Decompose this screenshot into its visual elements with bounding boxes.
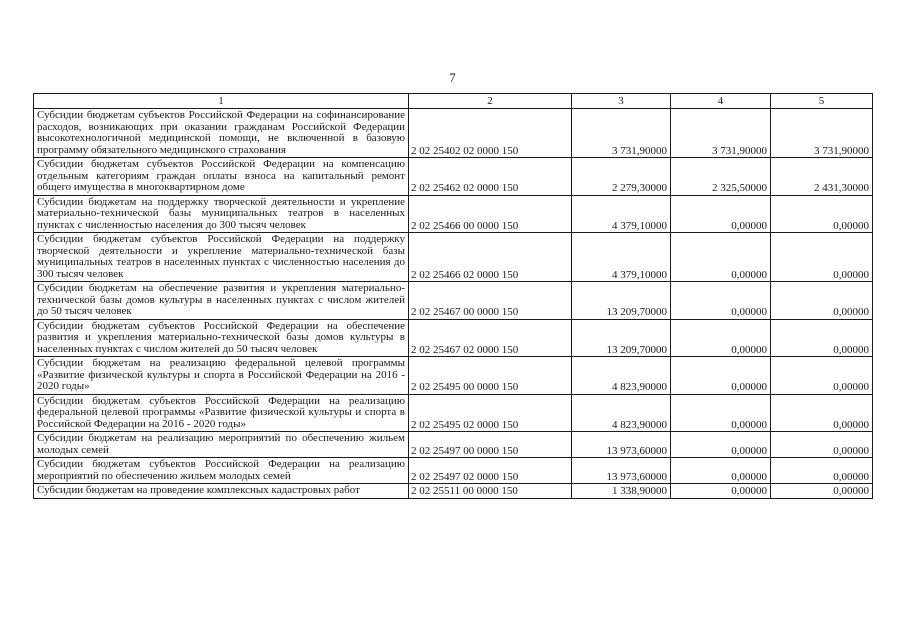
table-row	[34, 458, 873, 484]
row-budget-code: 2 02 25402 02 0000 150	[409, 109, 572, 158]
row-value-col5: 0,00000	[771, 432, 873, 458]
row-value-col5: 0,00000	[771, 357, 873, 395]
header-row	[34, 94, 873, 109]
row-description: Субсидии бюджетам на обеспечение развития и укрепления материально-технической базы домов культуры в населенных пунктах с числом жителей до 50 тысяч человек	[34, 282, 409, 320]
row-budget-code: 2 02 25497 00 0000 150	[409, 432, 572, 458]
column-header-4: 4	[671, 94, 771, 109]
row-budget-code: 2 02 25467 02 0000 150	[409, 319, 572, 357]
row-budget-code: 2 02 25495 00 0000 150	[409, 357, 572, 395]
table-row	[34, 319, 873, 357]
row-value-col3: 1 338,90000	[572, 484, 671, 499]
table-row	[34, 432, 873, 458]
row-budget-code: 2 02 25466 02 0000 150	[409, 233, 572, 282]
row-description: Субсидии бюджетам субъектов Российской Федерации на компенсацию отдельным категориям граждан оплаты взноса на капитальный ремонт общего имущества в многоквартирном доме	[34, 158, 409, 196]
column-header-5: 5	[771, 94, 873, 109]
row-description: Субсидии бюджетам на поддержку творческой деятельности и укрепление материально-технической базы муниципальных театров в населенных пунктах с численностью населения до 300 тысяч человек	[34, 195, 409, 233]
row-value-col3: 4 379,10000	[572, 195, 671, 233]
budget-table	[33, 93, 873, 499]
row-description: Субсидии бюджетам субъектов Российской Федерации на реализацию федеральной целевой программы «Развитие физической культуры и спорта в Российской Федерации на 2016 - 2020 годы»	[34, 394, 409, 432]
column-header-1: 1	[34, 94, 409, 109]
row-value-col3: 13 973,60000	[572, 432, 671, 458]
row-value-col4: 0,00000	[671, 195, 771, 233]
row-value-col5: 0,00000	[771, 282, 873, 320]
table-row	[34, 233, 873, 282]
row-budget-code: 2 02 25462 02 0000 150	[409, 158, 572, 196]
row-value-col4: 0,00000	[671, 282, 771, 320]
row-description: Субсидии бюджетам на реализацию федеральной целевой программы «Развитие физической культуры и спорта в Российской Федерации на 2016 - 2020 годы»	[34, 357, 409, 395]
row-value-col3: 3 731,90000	[572, 109, 671, 158]
row-description: Субсидии бюджетам субъектов Российской Федерации на обеспечение развития и укрепления материально-технической базы домов культуры в населенных пунктах с числом жителей до 50 тысяч человек	[34, 319, 409, 357]
row-value-col5: 0,00000	[771, 394, 873, 432]
row-value-col5: 0,00000	[771, 484, 873, 499]
table-header	[34, 94, 873, 109]
row-value-col4: 0,00000	[671, 484, 771, 499]
row-value-col4: 2 325,50000	[671, 158, 771, 196]
row-value-col5: 0,00000	[771, 319, 873, 357]
row-budget-code: 2 02 25466 00 0000 150	[409, 195, 572, 233]
row-budget-code: 2 02 25511 00 0000 150	[409, 484, 572, 499]
row-value-col5: 0,00000	[771, 195, 873, 233]
row-description: Субсидии бюджетам на реализацию мероприятий по обеспечению жильем молодых семей	[34, 432, 409, 458]
table-row	[34, 109, 873, 158]
column-header-3: 3	[572, 94, 671, 109]
row-value-col4: 0,00000	[671, 458, 771, 484]
row-value-col5: 0,00000	[771, 458, 873, 484]
row-budget-code: 2 02 25495 02 0000 150	[409, 394, 572, 432]
row-value-col3: 4 823,90000	[572, 394, 671, 432]
row-value-col3: 13 209,70000	[572, 282, 671, 320]
table-row	[34, 282, 873, 320]
row-value-col3: 2 279,30000	[572, 158, 671, 196]
row-description: Субсидии бюджетам субъектов Российской Федерации на софинансирование расходов, возникающих при оказании гражданам Российской Федерации высокотехнологичной медицинской помощи, не включенной в базовую программу обязательного медицинского страхования	[34, 109, 409, 158]
row-value-col5: 3 731,90000	[771, 109, 873, 158]
page-number: 7	[449, 70, 456, 85]
row-value-col3: 4 823,90000	[572, 357, 671, 395]
table-row	[34, 484, 873, 499]
row-value-col4: 0,00000	[671, 233, 771, 282]
row-value-col4: 0,00000	[671, 394, 771, 432]
table-row	[34, 394, 873, 432]
row-value-col3: 13 209,70000	[572, 319, 671, 357]
table-row	[34, 357, 873, 395]
row-value-col3: 13 973,60000	[572, 458, 671, 484]
row-description: Субсидии бюджетам на проведение комплексных кадастровых работ	[34, 484, 409, 499]
table-row	[34, 158, 873, 196]
row-budget-code: 2 02 25467 00 0000 150	[409, 282, 572, 320]
row-description: Субсидии бюджетам субъектов Российской Федерации на реализацию мероприятий по обеспечению жильем молодых семей	[34, 458, 409, 484]
row-budget-code: 2 02 25497 02 0000 150	[409, 458, 572, 484]
table-row	[34, 195, 873, 233]
row-value-col5: 2 431,30000	[771, 158, 873, 196]
row-value-col4: 0,00000	[671, 319, 771, 357]
row-value-col3: 4 379,10000	[572, 233, 671, 282]
row-value-col4: 0,00000	[671, 357, 771, 395]
row-value-col4: 0,00000	[671, 432, 771, 458]
column-header-2: 2	[409, 94, 572, 109]
table-body	[34, 109, 873, 499]
row-value-col4: 3 731,90000	[671, 109, 771, 158]
row-value-col5: 0,00000	[771, 233, 873, 282]
row-description: Субсидии бюджетам субъектов Российской Федерации на поддержку творческой деятельности и укрепление материально-технической базы муниципальных театров в населенных пунктах с численностью населения до 300 тысяч человек	[34, 233, 409, 282]
